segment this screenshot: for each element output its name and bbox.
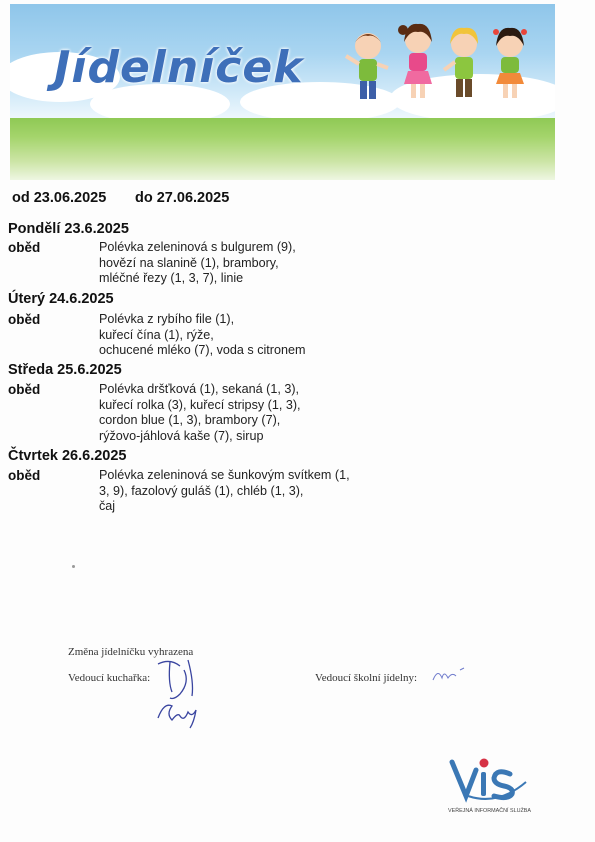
head-signature <box>430 664 470 686</box>
day-heading-monday: Pondělí 23.6.2025 <box>8 221 129 237</box>
menu-change-note: Změna jídelníčku vyhrazena <box>68 646 194 658</box>
meal-items-thursday <box>99 468 350 515</box>
meal-items-monday <box>99 240 296 287</box>
meal-items-wednesday <box>99 382 301 444</box>
cook-label: Vedoucí kuchařka: <box>68 672 151 684</box>
grass-strip <box>10 118 555 180</box>
meal-line: cordon blue (1, 3), brambory (7), <box>99 413 281 428</box>
header-banner <box>10 4 555 180</box>
meal-line: ochucené mléko (7), voda s citronem <box>99 343 306 358</box>
cook-signature <box>150 652 210 732</box>
meal-line: rýžovo-jáhlová kaše (7), sirup <box>99 428 264 443</box>
meal-label: oběd <box>8 312 41 327</box>
head-label: Vedoucí školní jídelny: <box>315 672 418 684</box>
meal-line: čaj <box>99 499 116 514</box>
meal-label: oběd <box>8 468 41 483</box>
scan-speck <box>72 565 75 568</box>
meal-label: oběd <box>8 382 41 397</box>
vis-logo <box>448 756 548 816</box>
range-from: od 23.06.2025 <box>12 190 107 206</box>
meal-line: Polévka zeleninová se šunkovým svítkem (1, <box>99 468 350 482</box>
meal-line: Polévka zeleninová s bulgurem (9), <box>99 240 296 254</box>
meal-line: kuřecí čína (1), rýže, <box>99 327 214 342</box>
meal-items-tuesday <box>99 312 306 359</box>
meal-line: 3, 9), fazolový guláš (1), chléb (1, 3), <box>99 483 304 498</box>
children-illustration <box>340 22 540 112</box>
meal-line: mléčné řezy (1, 3, 7), linie <box>99 271 244 286</box>
day-heading-tuesday: Úterý 24.6.2025 <box>8 291 114 307</box>
page-title: Jídelníček <box>54 42 304 93</box>
day-heading-wednesday: Středa 25.6.2025 <box>8 362 122 378</box>
meal-line: hovězí na slanině (1), brambory, <box>99 255 279 270</box>
range-to: do 27.06.2025 <box>135 190 230 206</box>
meal-line: Polévka dršťková (1), sekaná (1, 3), <box>99 382 300 396</box>
meal-line: kuřecí rolka (3), kuřecí stripsy (1, 3), <box>99 397 301 412</box>
day-heading-thursday: Čtvrtek 26.6.2025 <box>8 448 127 464</box>
vis-logo-subtitle: VEŘEJNÁ INFORMAČNÍ SLUŽBA <box>448 808 531 814</box>
meal-label: oběd <box>8 240 41 255</box>
meal-line: Polévka z rybího file (1), <box>99 312 235 326</box>
